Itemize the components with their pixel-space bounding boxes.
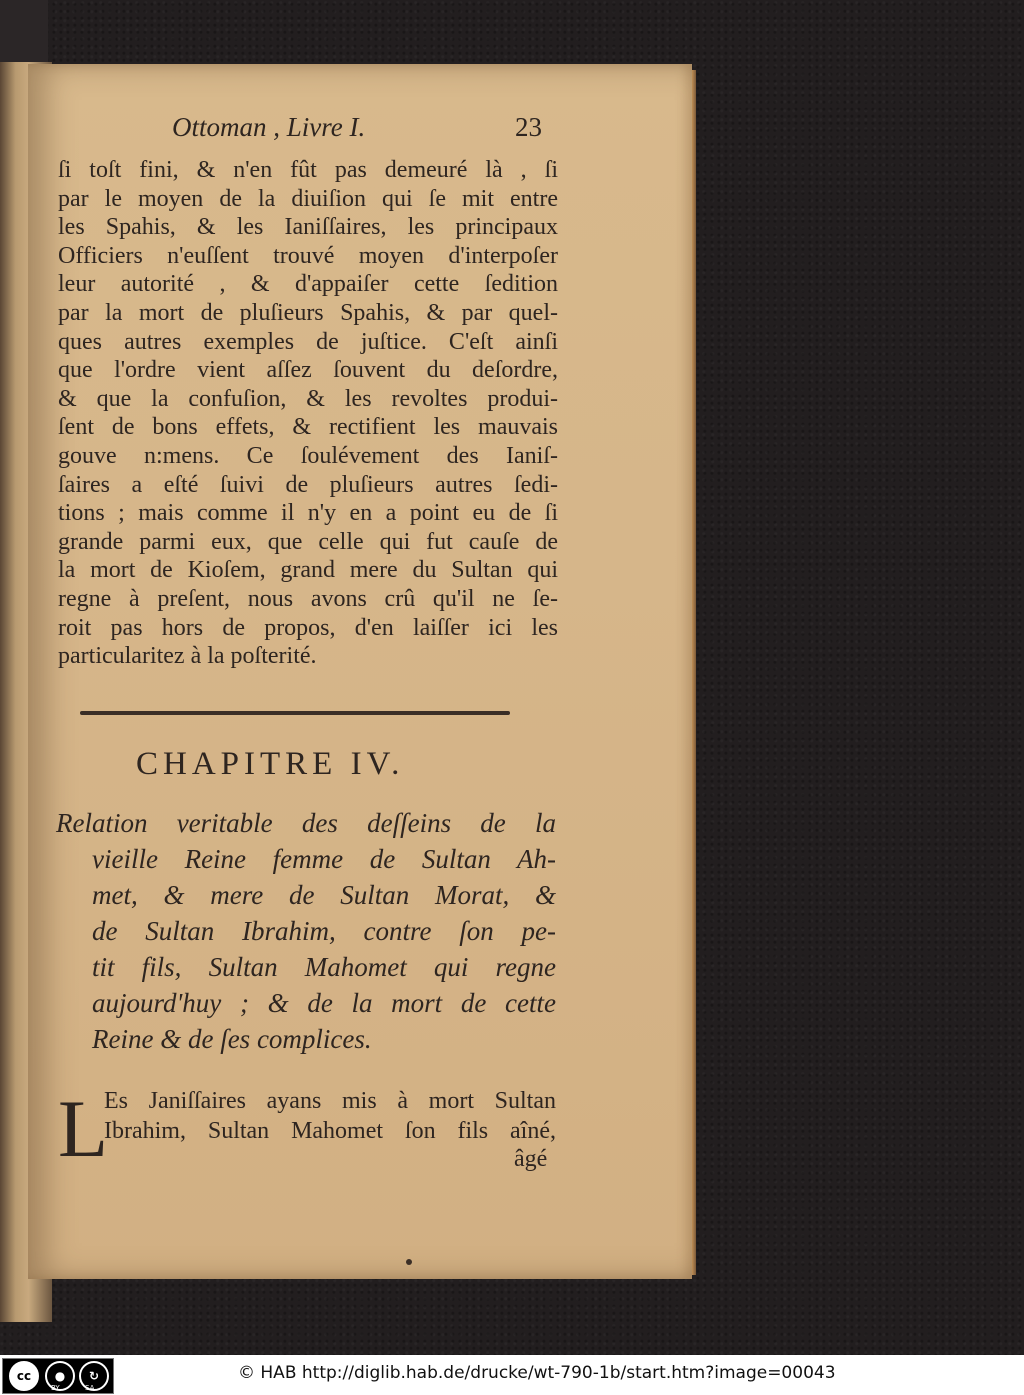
body-text [58, 156, 558, 671]
text-line: par le moyen de la diuiſion qui ſe mit entre [58, 185, 558, 212]
text-line: Officiers n'euſſent trouvé moyen d'interpoſer [58, 242, 558, 269]
by-icon: ● [45, 1361, 75, 1391]
text-line: que l'ordre vient aſſez ſouvent du deſordre, [58, 357, 558, 384]
text-line: & que la confuſion, & les revoltes produi- [58, 385, 558, 412]
title-line: de Sultan Ibrahim, contre ſon pe- [92, 916, 556, 946]
by-label: BY [51, 1384, 60, 1392]
title-line: met, & mere de Sultan Morat, & [92, 880, 556, 910]
text-line: leur autorité , & d'appaiſer cette ſedition [58, 271, 558, 298]
title-line: tit fils, Sultan Mahomet qui regne [92, 952, 556, 982]
title-line: Relation veritable des deſſeins de la [56, 808, 556, 838]
text-line: ſent de bons effets, & rectifient les mauvais [58, 414, 558, 441]
text-line: particularitez à la poſterité. [58, 643, 317, 670]
binding-shadow [0, 0, 48, 70]
title-line: aujourd'huy ; & de la mort de cette [92, 988, 556, 1018]
text-line: ſaires a eſté ſuivi de pluſieurs autres ſedi- [58, 471, 558, 498]
chapter-title [56, 805, 556, 1057]
chapter-divider-rule [80, 711, 510, 715]
title-line: vieille Reine femme de Sultan Ah- [92, 844, 556, 874]
paragraph-line: Ibrahim, Sultan Mahomet ſon fils aîné, [104, 1118, 556, 1144]
catchword: âgé [514, 1146, 548, 1172]
text-line: gouve n:mens. Ce ſoulévement des Ianiſ- [58, 442, 558, 469]
title-line: Reine & de ſes complices. [92, 1024, 372, 1054]
text-line: la mort de Kioſem, grand mere du Sultan qui [58, 557, 558, 584]
credit-link[interactable]: © HAB http://diglib.hab.de/drucke/wt-790-1b/start.htm?image=00043 [238, 1363, 836, 1383]
text-line: tions ; mais comme il n'y en a point eu de ſi [58, 500, 558, 527]
text-line: par la mort de pluſieurs Spahis, & par quel- [58, 299, 558, 326]
running-head [172, 112, 572, 143]
ink-dot [406, 1259, 412, 1265]
footer-bar [0, 1355, 1024, 1395]
text-line: roit pas hors de propos, d'en laiſſer ici les [58, 614, 558, 641]
text-line: les Spahis, & les Ianiſſaires, les principaux [58, 214, 558, 241]
text-line: regne à preſent, nous avons crû qu'il ne ſe- [58, 585, 558, 612]
running-head-title: Ottoman , Livre I. [172, 112, 366, 142]
paragraph-line: Es Janiſſaires ayans mis à mort Sultan [104, 1088, 556, 1114]
sa-icon: ↻ [79, 1361, 109, 1391]
page-number: 23 [515, 112, 542, 142]
text-line: grande parmi eux, que celle qui fut cauſe de [58, 528, 558, 555]
sa-label: SA [85, 1384, 95, 1392]
text-line: ſi toſt fini, & n'en fût pas demeuré là , ſi [58, 157, 558, 183]
cc-license-badge[interactable] [2, 1358, 114, 1394]
cc-icon: cc [7, 1359, 41, 1393]
drop-cap: L [58, 1083, 109, 1174]
text-line: ques autres exemples de juſtice. C'eſt ainſi [58, 328, 558, 355]
chapter-heading: CHAPITRE IV. [136, 746, 405, 782]
opening-paragraph [104, 1086, 556, 1146]
